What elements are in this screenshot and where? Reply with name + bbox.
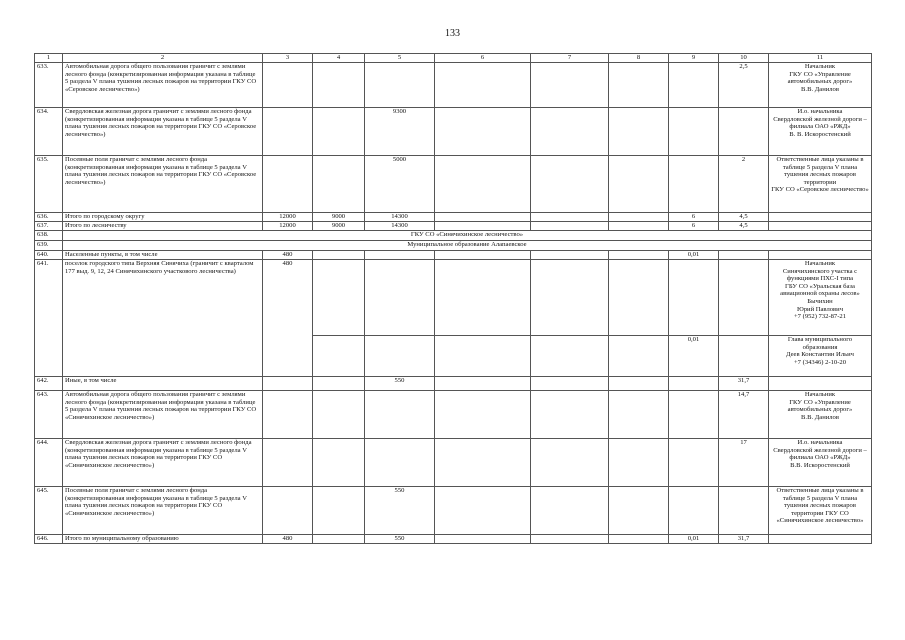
- responsible-person: И.о. начальника Свердловской железной дороги – филиала ОАО «РЖД» В. В. Искоростенский: [769, 108, 872, 156]
- responsible-person: Начальник ГКУ СО «Управление автомобильных дорог» В.В. Данилов: [769, 63, 872, 108]
- responsible-person: Начальник ГКУ СО «Управление автомобильных дорог» В.В. Данилов: [769, 391, 872, 439]
- table-row: [35, 222, 872, 231]
- cell-value: 0,01: [669, 535, 719, 544]
- row-description: Итого по городскому округу: [63, 213, 263, 222]
- section-heading: Муниципальное образование Алапаевское: [63, 241, 872, 251]
- row-description: Свердловская железная дорога граничит с землями лесного фонда (конкретизированная информация указана в таблице 5 раздела V плана тушения лесных пожаров на территории ГКУ СО «Синячихинское лесничество»): [63, 439, 263, 487]
- responsible-person: Ответственные лица указаны в таблице 5 раздела V плана тушения лесных пожаров территории ГКУ СО «Синячихинское лесничество»: [769, 487, 872, 535]
- responsible-person: И.о. начальника Свердловской железной дороги – филиала ОАО «РЖД» В.В. Искоростенский: [769, 439, 872, 487]
- table-row: [35, 241, 872, 251]
- responsible-person: Глава муниципального образования Деев Константин Ильич +7 (34346) 2-10-20: [769, 336, 872, 377]
- table-row: [35, 260, 872, 336]
- row-number: 635.: [35, 156, 63, 213]
- row-number: 642.: [35, 377, 63, 391]
- row-description: Автомобильная дорога общего пользования граничит с землями лесного фонда (конкретизированная информация указана в таблице 5 раздела V плана тушения лесных пожаров на территории ГКУ СО «Синячихинское лесничество»): [63, 391, 263, 439]
- row-description: Итого по лесничеству: [63, 222, 263, 231]
- column-number: 7: [531, 54, 609, 63]
- row-number: 633.: [35, 63, 63, 108]
- cell-value: 6: [669, 213, 719, 222]
- fire-plan-table: [34, 53, 872, 544]
- row-number: 638.: [35, 231, 63, 241]
- cell-value: 12000: [263, 213, 313, 222]
- cell-value: 14300: [365, 213, 435, 222]
- row-number: 640.: [35, 251, 63, 260]
- table-row: [35, 377, 872, 391]
- cell-value: 14300: [365, 222, 435, 231]
- cell-value: 17: [719, 439, 769, 487]
- cell-value: 4,5: [719, 222, 769, 231]
- cell-value: 6: [669, 222, 719, 231]
- column-number: 5: [365, 54, 435, 63]
- section-heading: ГКУ СО «Синячихинское лесничество»: [63, 231, 872, 241]
- row-number: 646.: [35, 535, 63, 544]
- cell-value: 550: [365, 487, 435, 535]
- table-row: [35, 391, 872, 439]
- cell-value: 5000: [365, 156, 435, 213]
- column-number: 8: [609, 54, 669, 63]
- cell-value: 2,5: [719, 63, 769, 108]
- cell-value: 31,7: [719, 535, 769, 544]
- table-row: [35, 439, 872, 487]
- column-number: 9: [669, 54, 719, 63]
- column-number: 11: [769, 54, 872, 63]
- cell-value: 9000: [313, 222, 365, 231]
- cell-value: 9000: [313, 213, 365, 222]
- row-number: 639.: [35, 241, 63, 251]
- cell-value: 31,7: [719, 377, 769, 391]
- table-row: [35, 487, 872, 535]
- column-number: 2: [63, 54, 263, 63]
- row-description: поселок городского типа Верхняя Синячиха (граничит с кварталом 177 выд. 9, 12, 24 Синячихинского участкового лесничества): [63, 260, 263, 377]
- row-description: Иные, в том числе: [63, 377, 263, 391]
- cell-value: 550: [365, 535, 435, 544]
- cell-value: 2: [719, 156, 769, 213]
- cell-value: 480: [263, 535, 313, 544]
- cell-value: 14,7: [719, 391, 769, 439]
- cell-value: 12000: [263, 222, 313, 231]
- row-description: Итого по муниципальному образованию: [63, 535, 263, 544]
- row-description: Посевные поля граничат с землями лесного фонда (конкретизированная информация указана в таблице 5 раздела V плана тушения лесных пожаров на территории ГКУ СО «Серовское лесничество»): [63, 156, 263, 213]
- responsible-person: Ответственные лица указаны в таблице 5 раздела V плана тушения лесных пожаров территории ГКУ СО «Серовское лесничество»: [769, 156, 872, 213]
- cell-value: 0,01: [669, 336, 719, 377]
- row-number: 641.: [35, 260, 63, 377]
- table-header-row: [35, 54, 872, 63]
- cell-value: 9300: [365, 108, 435, 156]
- column-number: 10: [719, 54, 769, 63]
- row-number: 645.: [35, 487, 63, 535]
- cell-value: 480: [263, 260, 313, 377]
- table-row: [35, 231, 872, 241]
- responsible-person: Начальник Синячихинского участка с функциями ПХС-I типа ГБУ СО «Уральская база авиационной охраны лесов» Бычихин Юрий Павлович +7 (952) 732-87-21: [769, 260, 872, 336]
- row-description: Автомобильная дорога общего пользования граничит с землями лесного фонда (конкретизированная информация указана в таблице 5 раздела V плана тушения лесных пожаров на территории ГКУ СО «Серовское лесничество»): [63, 63, 263, 108]
- table-row: [35, 535, 872, 544]
- column-number: 3: [263, 54, 313, 63]
- table-row: [35, 251, 872, 260]
- page-number: 133: [445, 28, 460, 39]
- row-number: 643.: [35, 391, 63, 439]
- row-number: 637.: [35, 222, 63, 231]
- cell-value: 4,5: [719, 213, 769, 222]
- table-row: [35, 156, 872, 213]
- cell-value: 480: [263, 251, 313, 260]
- cell-value: 0,01: [669, 251, 719, 260]
- table-row: [35, 213, 872, 222]
- row-description: Свердловская железная дорога граничит с землями лесного фонда (конкретизированная информация указана в таблице 5 раздела V плана тушения лесных пожаров на территории ГКУ СО «Серовское лесничество»): [63, 108, 263, 156]
- row-description: Посевные поля граничат с землями лесного фонда (конкретизированная информация указана в таблице 5 раздела V плана тушения лесных пожаров на территории ГКУ СО «Синячихинское лесничество»): [63, 487, 263, 535]
- column-number: 1: [35, 54, 63, 63]
- row-number: 634.: [35, 108, 63, 156]
- column-number: 6: [435, 54, 531, 63]
- table-row: [35, 108, 872, 156]
- table-row: [35, 63, 872, 108]
- row-number: 644.: [35, 439, 63, 487]
- cell-value: 550: [365, 377, 435, 391]
- row-number: 636.: [35, 213, 63, 222]
- row-description: Населенные пункты, в том числе: [63, 251, 263, 260]
- column-number: 4: [313, 54, 365, 63]
